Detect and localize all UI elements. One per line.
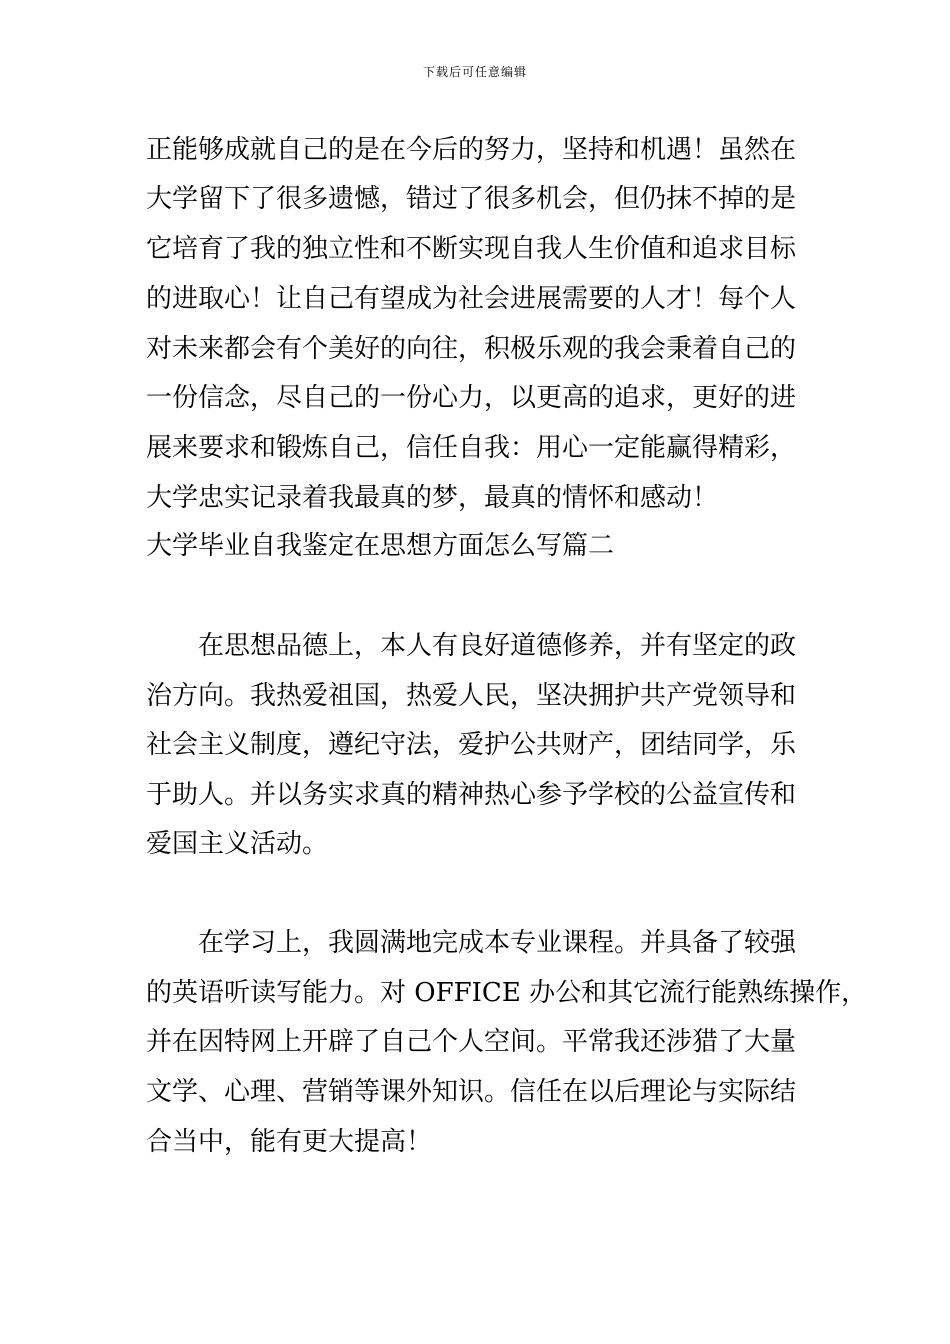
text-line: 合当中，能有更大提高！ xyxy=(146,1127,433,1157)
text-line: 的英语听读写能力。对 OFFICE 办公和其它流行能熟练操作， xyxy=(146,978,868,1008)
text-line: 大学忠实记录着我最真的梦，最真的情怀和感动！ xyxy=(146,483,719,513)
text-line: 社会主义制度，遵纪守法，爱护公共财产，团结同学，乐 xyxy=(146,730,797,760)
text-line: 大学留下了很多遗憾，错过了很多机会，但仍抹不掉的是 xyxy=(146,184,797,214)
text-line: 一份信念，尽自己的一份心力，以更高的追求，更好的进 xyxy=(146,383,797,413)
text-line: 并在因特网上开辟了自己个人空间。平常我还涉猎了大量 xyxy=(146,1027,797,1057)
header-note: 下载后可任意编辑 xyxy=(422,65,527,79)
text-line: 于助人。并以务实求真的精神热心参予学校的公益宣传和 xyxy=(146,780,797,810)
text-line: 正能够成就自己的是在今后的努力，坚持和机遇！虽然在 xyxy=(146,135,797,165)
text-line: 的进取心！让自己有望成为社会进展需要的人才！每个人 xyxy=(146,284,797,314)
text-line: 文学、心理、营销等课外知识。信任在以后理论与实际结 xyxy=(146,1077,797,1107)
text-line: 展来要求和锻炼自己，信任自我：用心一定能赢得精彩， xyxy=(146,433,797,463)
text-line: 它培育了我的独立性和不断实现自我人生价值和追求目标 xyxy=(146,234,797,264)
text-line: 爱国主义活动。 xyxy=(146,829,329,859)
text-line: 在学习上，我圆满地完成本专业课程。并具备了较强 xyxy=(198,928,797,958)
text-line: 在思想品德上，本人有良好道德修养，并有坚定的政 xyxy=(198,631,797,661)
text-line: 对未来都会有个美好的向往，积极乐观的我会秉着自己的 xyxy=(146,334,797,364)
section-title: 大学毕业自我鉴定在思想方面怎么写篇二 xyxy=(146,531,615,561)
text-line: 治方向。我热爱祖国，热爱人民，坚决拥护共产党领导和 xyxy=(146,681,797,711)
